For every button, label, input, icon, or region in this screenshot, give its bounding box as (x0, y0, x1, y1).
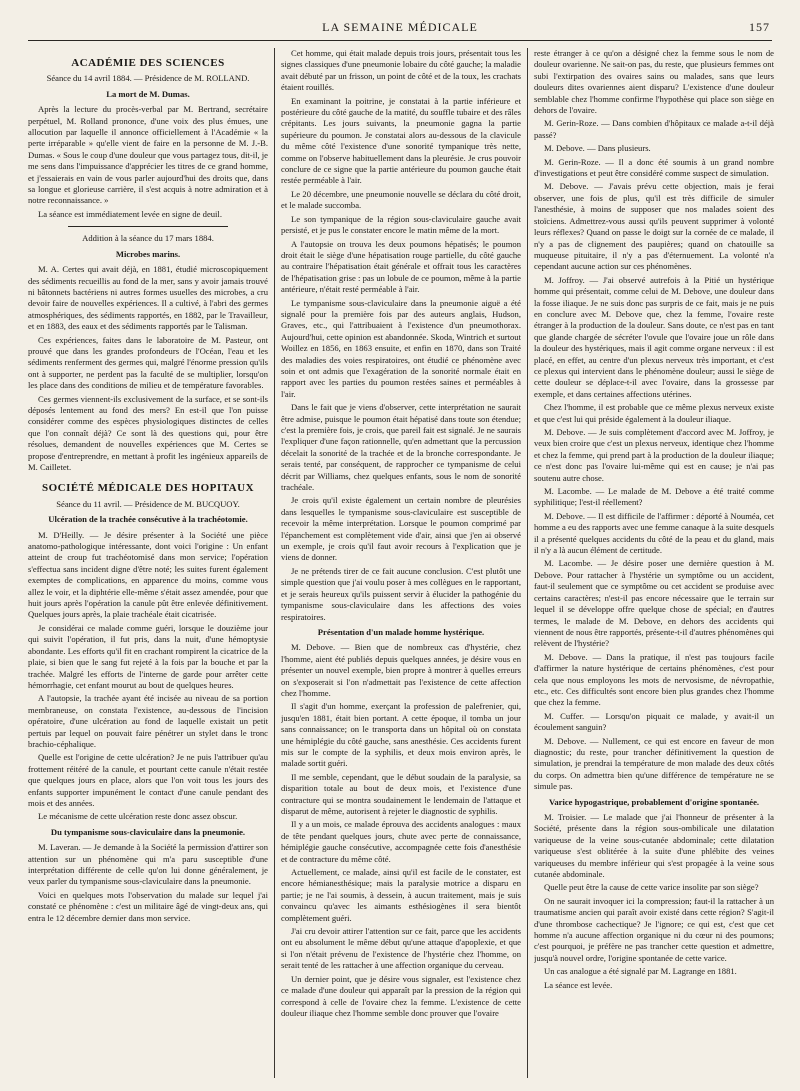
article-title: Du tympanisme sous-claviculaire dans la pneumonie. (50, 826, 246, 837)
paragraph: M. Troisier. — Le malade que j'ai l'honneur de présenter à la Société, présente dans la région sous-ombilicale une dilatation variqueuse de la veine sous-cutanée abdominale; cette dilatation variqueuse s'est oblitérée à la suite d'une phlébite des veines variqueuses du membre inférieur qui s'est propagée à la veine sous cutanée abdominale. (534, 812, 774, 880)
paragraph: Il me semble, cependant, que le début soudain de la paralysie, sa disparition totale au bout de deux mois, et l'existence d'une contracture qui se montra soudainement le lendemain de l'attaque et disparut de même, autorisent à rejeter le diagnostic de syphilis. (281, 771, 521, 816)
paragraph: Quelle peut être la cause de cette varice insolite par son siège? (544, 882, 759, 893)
paragraph: Le son tympanique de la région sous-claviculaire gauche avait persisté, et je pus le constater encore le matin même de la mort. (281, 213, 521, 236)
paragraph: M. Joffroy. — J'ai observé autrefois à la Pitié un hystérique homme qui présentait, comme celui de M. Debove, une douleur dans la fosse iliaque. Je ne suis donc pas surpris de ce fait, mais je ne puis en conclure avec M. Debove que, chez la femme, l'ovaire reste étranger à la production de la douleur. Sans doute, ce n'est pas en tant que glande chargée de sécréter l'ovule que l'ovaire joue un rôle dans la douleur des hystériques, mais il agit comme organe nerveux : il est placé, en effet, au centre d'un plexus nerveux très important, et c'est ce plexus qui intervient dans le phénomène douleur; aussi le siège de cette douleur se déplace-t-il avec l'ovaire, dans la grossesse par exemple, et dans certaines affections utérines. (534, 274, 774, 399)
paragraph: M. Debove. — Il est difficile de l'affirmer : déporté à Nouméa, cet homme a eu des rapports avec une femme canaque à la suite desquels il a présenté quelques accidents du côté de la peau et du gland, mais il n'y a là aucun élément de certitude. (534, 510, 774, 556)
column-2 (281, 48, 521, 1078)
section-heading-hopitaux: SOCIÉTÉ MÉDICALE DES HOPITAUX (41, 482, 255, 495)
running-header (28, 14, 772, 41)
article-title: La mort de M. Dumas. (106, 88, 190, 99)
paragraph: M. Gerin-Roze. — Il a donc été soumis à un grand nombre d'investigations et peut être considéré comme suspect de simulation. (534, 156, 774, 179)
column-1 (28, 48, 268, 1078)
paragraph: Un dernier point, que je désire vous signaler, est l'existence chez ce malade d'une douleur qui apparaît par la pression de la région qui correspond à celle de l'ovaire chez la femme. L'existence de cette douleur iliaque chez l'homme semble donc prouver que l'ovaire (281, 973, 521, 1018)
paragraph: M. Debove. — Je suis complètement d'accord avec M. Joffroy, je veux bien croire que c'est un plexus nerveux, identique chez l'homme et chez la femme, qui prend part à la production de la douleur iliaque; ce n'est donc pas l'ovaire lui-même qui est en cause; je n'ai pas soutenu autre chose. (534, 427, 774, 483)
paragraph: M. Gerin-Roze. — Dans combien d'hôpitaux ce malade a-t-il déjà passé? (534, 118, 774, 140)
article-title: Présentation d'un malade homme hystérique. (317, 626, 485, 637)
paragraph: Ces expériences, faites dans le laboratoire de M. Pasteur, ont prouvé que dans les grandes profondeurs de l'Océan, l'eau et les sédiments renferment des germes qui, malgré l'énorme pression qu'ils ont à supporter, ne perdent pas la faculté de se multiplier, lorsqu'on les place dans des conditions de milieu et de température favorables. (28, 334, 268, 391)
paragraph: Je considérai ce malade comme guéri, lorsque le douzième jour qui suivit l'opération, il fut pris, dans la nuit, d'une hémoptysie abondante. Les efforts qu'il fit en crachant rompirent la cicatrice de la plaie, si bien que le sang fut rejeté à la fois par la bouche et par la trachée. Malgré les efforts de l'interne de garde pour arrêter cette hémorrhagie, cet enfant mourut au bout de quelques heures. (28, 622, 268, 690)
paragraph: M. A. Certes qui avait déjà, en 1881, étudié microscopiquement des sédiments recueillis au fond de la mer, sans y avoir jamais trouvé ni bâtonnets bactériens ni autres formes usuelles des microbes, a cru devoir faire de nouvelles expériences. Il a cultivé, à l'abri des germes atmosphériques, des sédiments rapportés, en 1882, par le Travailleur, et en 1883, des eaux et des sédiments rapportés par le Talisman. (28, 264, 268, 332)
paragraph: Je ne prétends tirer de ce fait aucune conclusion. C'est plutôt une simple question que j'ai voulu poser à mes collègues en le rapportant, et je serais heureux qu'ils puissent servir à élucider la pathogénie du tympanisme sous-claviculaire dans les affections des voies respiratoires. (281, 565, 521, 622)
paragraph: A l'autopsie on trouva les deux poumons hépatisés; le poumon droit était le siège d'une hépatisation rouge partielle, du côté gauche au contraire l'hépatisation était générale et offrait tous les caractères de l'hépatisation grise : pas un lobule de ce poumon, même à la partie antérieure, n'était resté perméable à l'air. (281, 238, 521, 295)
paragraph: M. Laveran. — Je demande à la Société la permission d'attirer son attention sur un phénomène qui m'a paru susceptible d'une interprétation différente de celle qu'on lui donne généralement, je veux parler du tympanisme sous-claviculaire dans la pneumonie. (28, 842, 268, 887)
paragraph: Après la lecture du procès-verbal par M. Bertrand, secrétaire perpétuel, M. Rolland prononce, d'une voix des plus émues, une allocution par laquelle il annonce officiellement à l'Académie « la perte irréparable » qu'elle vient de faire en la personne de M. J.-B. Dumas. « Sous le coup d'une douleur que vous partagez tous, dit-il, je me sens dans l'impuissance d'apprécier les titres de ce grand homme, et j'essaierais en vain de vous parler aujourd'hui des droits que, dans sa longue et glorieuse carrière, il s'est acquis à notre admiration et à notre reconnaissance. » (28, 104, 268, 206)
paragraph: M. Cuffer. — Lorsqu'on piquait ce malade, y avait-il un écoulement sanguin? (534, 710, 774, 733)
paragraph: Un cas analogue a été signalé par M. Lagrange en 1881. (544, 966, 737, 977)
paragraph: On ne saurait invoquer ici la compression; faut-il la rattacher à un traumatisme ancien qui paraît avoir existé dans cette région? S'agit-il d'une thrombose cachectique? Je l'ignore; ce qui est, c'est que cet homme n'a aucune affection organique ni du cœur ni des poumons; c'est pourquoi, je préfère ne pas trancher cette question et admettre, jusqu'à nouvel ordre, l'origine spontanée de cette varice. (534, 895, 774, 963)
paragraph: Cet homme, qui était malade depuis trois jours, présentait tous les signes classiques d'une pneumonie lobaire du côté gauche; la maladie avait débuté par un frisson, un point de côté et de la toux, les crachats étaient rouillés. (281, 48, 521, 93)
paragraph: M. D'Heilly. — Je désire présenter à la Société une pièce anatomo-pathologique intéressante, dont voici l'origine : Un enfant atteint de croup fut trachéotomisé dans mon service; l'opération s'effectua sans incident digne d'être noté; les suites furent également exemptes de complications, en apparence du moins, comme vous allez le voir, et la diphtérie elle-même s'était assez amendée, pour que huit jours après l'opération la canule pût être enlevée définitivement. Quelques jours après, la plaie trachéale était cicatrisée. (28, 529, 268, 620)
journal-title: LA SEMAINE MÉDICALE (322, 20, 478, 34)
paragraph: En examinant la poitrine, je constatai à la partie inférieure et postérieure du côté gauche de la matité, du souffle tubaire et des râles crépitants. Les jours suivants, la pneumonie gagna la partie supérieure du poumon. Je constatai alors au-dessous de la clavicule du même côté l'existence d'une sonorité tympanique très nette, comme on l'observe habituellement dans la pleurésie. Je crus pouvoir conclure de ce signe que la partie antérieure du poumon gauche était restée perméable à l'air. (281, 95, 521, 186)
paragraph: La séance est immédiatement levée en signe de deuil. (38, 208, 222, 219)
column-separator (274, 48, 275, 1078)
paragraph: Je crois qu'il existe également un certain nombre de pleurésies dans lesquelles le tympanisme sous-claviculaire est susceptible de recevoir la même interprétation. Lorsque le poumon comprimé par l'épanchement est complètement vide d'air, ainsi que j'en ai observé un exemple, je crois qu'il faut avoir recours à l'explication que je viens de donner. (281, 495, 521, 563)
section-heading-academie: ACADÉMIE DES SCIENCES (71, 57, 225, 69)
paragraph: La séance est levée. (544, 979, 613, 990)
paragraph: Ces germes viennent-ils exclusivement de la surface, et se sont-ils déposés lentement au fond des mers? En est-il que l'on puisse considérer comme des espèces physiologiques distinctes de celles que l'on connaît déjà? Ce sont là des questions qui, pour être résolues, demandent de nouvelles expériences que M. Certes se propose d'entreprendre, en mettant à profit les ingénieux appareils de M. Cailletet. (28, 393, 268, 472)
paragraph: M. Debove. — Dans plusieurs. (544, 143, 651, 154)
article-title: Varice hypogastrique, probablement d'origine spontanée. (548, 796, 760, 807)
paragraph: Voici en quelques mots l'observation du malade sur lequel j'ai constaté ce phénomène : c'est un militaire âgé de vingt-deux ans, qui entra le 12 décembre dernier dans mon service. (28, 889, 268, 923)
paragraph: Quelle est l'origine de cette ulcération? Je ne puis l'attribuer qu'au frottement réitéré de la canule, et pourtant cette canule n'était restée que quelques jours en place, alors que l'on voit tous les jours des enfants supporter impunément le contact d'une canule pendant des mois et des années. (28, 752, 268, 808)
paragraph: Le 20 décembre, une pneumonie nouvelle se déclara du côté droit, et le malade succomba. (281, 188, 521, 211)
paragraph: reste étranger à ce qu'on a désigné chez la femme sous le nom de douleur ovarienne. Ne sait-on pas, du reste, que plusieurs femmes ont subi l'extirpation des ovaires sains ou malades, sans que leurs douleurs dites ovariennes aient disparu? L'existence d'une douleur semblable chez l'homme confirme l'hypothèse qui place son siège en dehors de l'ovaire. (534, 48, 774, 116)
paragraph: Chez l'homme, il est probable que ce même plexus nerveux existe et que c'est lui qui préside également à la douleur iliaque. (534, 402, 774, 424)
paragraph: Le tympanisme sous-claviculaire dans la pneumonie aiguë a été signalé pour la première fois par des auteurs anglais, Hudson, Graves, etc., qui l'attribuaient à l'existence d'un pneumothorax. Aujourd'hui, cette opinion est abandonnée. Skoda, Wintrich et surtout Woillez en 1856, en 1863 ensuite, et enfin en 1870, dans son Traité des maladies des voies respiratoires, ont étudié ce phénomène avec soin et ont admis que l'exagération de la sonorité normale était en rapport avec les parties du poumon restées saines et perméables à l'air. (281, 297, 521, 399)
paragraph: M. Lacombe. — Je désire poser une dernière question à M. Debove. Pour rattacher à l'hystérie un symptôme ou un accident, faut-il seulement que ce symptôme ou cet accident se produise avec certains caractères; n'est-il pas encore nécessaire que le terrain sur lequel il se développe offre quelque chose de spécial; en d'autres termes, le malade de M. Debove, en dehors des accidents qui viennent de nous être rapportés, présente-t-il d'autres phénomènes qui relèvent de l'hystérie? (534, 558, 774, 649)
paragraph: Dans le fait que je viens d'observer, cette interprétation ne saurait être admise, puisque le poumon était hépatisé dans toute son étendue; c'est la première fois, je crois, que pareil fait est signalé. Je ne saurais l'expliquer d'une façon rationnelle, qu'en admettant que la percussion décelait la sonorité de la trachée et de la bronche correspondante. Je serais tenté, par conséquent, de rapprocher ce tympanisme de celui décrit par Williams, chez quelques enfants, sous le nom de sonorité trachéale. (281, 402, 521, 493)
column-separator (527, 48, 528, 1078)
seance-line: Séance du 11 avril. — Présidence de M. BUCQUOY. (56, 498, 240, 509)
seance-line: Séance du 14 avril 1884. — Présidence de M. ROLLAND. (46, 73, 250, 84)
paragraph: A l'autopsie, la trachée ayant été incisée au niveau de sa portion membraneuse, on constata l'existence, au-dessous de l'incision opératoire, d'une ulcération au fond de laquelle existait un petit pertuis par lequel on pouvait faire pénétrer un stylet dans le tronc brachio-céphalique. (28, 693, 268, 749)
paragraph: M. Debove. — Nullement, ce qui est encore en faveur de mon diagnostic; du reste, pour trancher définitivement la question de simulation, je prendrai la température de mon malade des deux côtés du corps. On admettra bien qu'une différence de température ne se simule pas. (534, 735, 774, 792)
paragraph: M. Debove. — Bien que de nombreux cas d'hystérie, chez l'homme, aient été publiés depuis quelques années, je désire vous en présenter un nouvel exemple, bien propre à montrer à quelles erreurs on s'exposerait si l'on n'admettait pas l'existence de cette affection chez l'homme. (281, 642, 521, 698)
paragraph: M. Debove. — J'avais prévu cette objection, mais je ferai observer, une fois de plus, qu'il est très difficile de simuler l'anesthésie, à moins de supposer que nos malades soient des stoïciens. Admettrez-vous aussi qu'ils peuvent supprimer à volonté leurs réflexes? Quand on passe le doigt sur la cornée de ce malade, il n'y a pas de clignement des paupières; quand on chatouille sa muqueuse pituitaire, il n'y a pas d'éternuement. La volonté n'a cependant aucune action sur ces phénomènes. (534, 181, 774, 272)
paragraph: Actuellement, ce malade, ainsi qu'il est facile de le constater, est encore hémianesthésique; mais la paralysie motrice a disparu en partie; je ne l'ai soumis, à dessein, à aucun traitement, mais je suis convaincu qu'avec les aimants esthésiogènes il sera bientôt complètement guéri. (281, 867, 521, 923)
text-columns (28, 48, 774, 1082)
paragraph: J'ai cru devoir attirer l'attention sur ce fait, parce que les accidents ont eu absolument le même début qu'une attaque d'apoplexie, et que si l'on n'était prévenu de l'existence de l'hystérie chez l'homme, on serait tenté de les rattacher à une affection organique du cerveau. (281, 926, 521, 971)
article-title: Microbes marins. (115, 248, 181, 259)
page-number: 157 (749, 20, 770, 34)
paragraph: Le mécanisme de cette ulcération reste donc assez obscur. (38, 811, 238, 822)
paragraph: Il y a un mois, ce malade éprouva des accidents analogues : maux de tête pendant quelques jours, chute avec perte de connaissance, hémiplégie gauche consécutive, accompagnée cette fois d'anesthésie et de contracture du même côté. (281, 819, 521, 864)
seance-line: Addition à la séance du 17 mars 1884. (82, 233, 214, 244)
divider (68, 226, 228, 227)
paragraph: M. Lacombe. — Le malade de M. Debove a été traité comme syphilitique; l'est-il réellement? (534, 486, 774, 508)
article-title: Ulcération de la trachée consécutive à la trachéotomie. (48, 514, 248, 525)
paragraph: M. Debove. — Dans la pratique, il n'est pas toujours facile d'affirmer la nature hystérique de certains phénomènes, c'est pour cela que nous employons les mots de nervosisme, de névropathie, etc., etc. Ces difficultés sont encore bien plus grandes chez l'homme que chez la femme. (534, 651, 774, 708)
paragraph: Il s'agit d'un homme, exerçant la profession de palefrenier, qui, jusqu'en 1881, était bien portant. A cette époque, il tomba un jour sans connaissance; on le transporta dans un hôpital où on constata une hémiplégie du côté gauche, sans anesthésie. Ces accidents furent mis sur le compte de la syphilis, et deux mois environ après, le malade sortit guéri. (281, 701, 521, 769)
column-3 (534, 48, 774, 1078)
